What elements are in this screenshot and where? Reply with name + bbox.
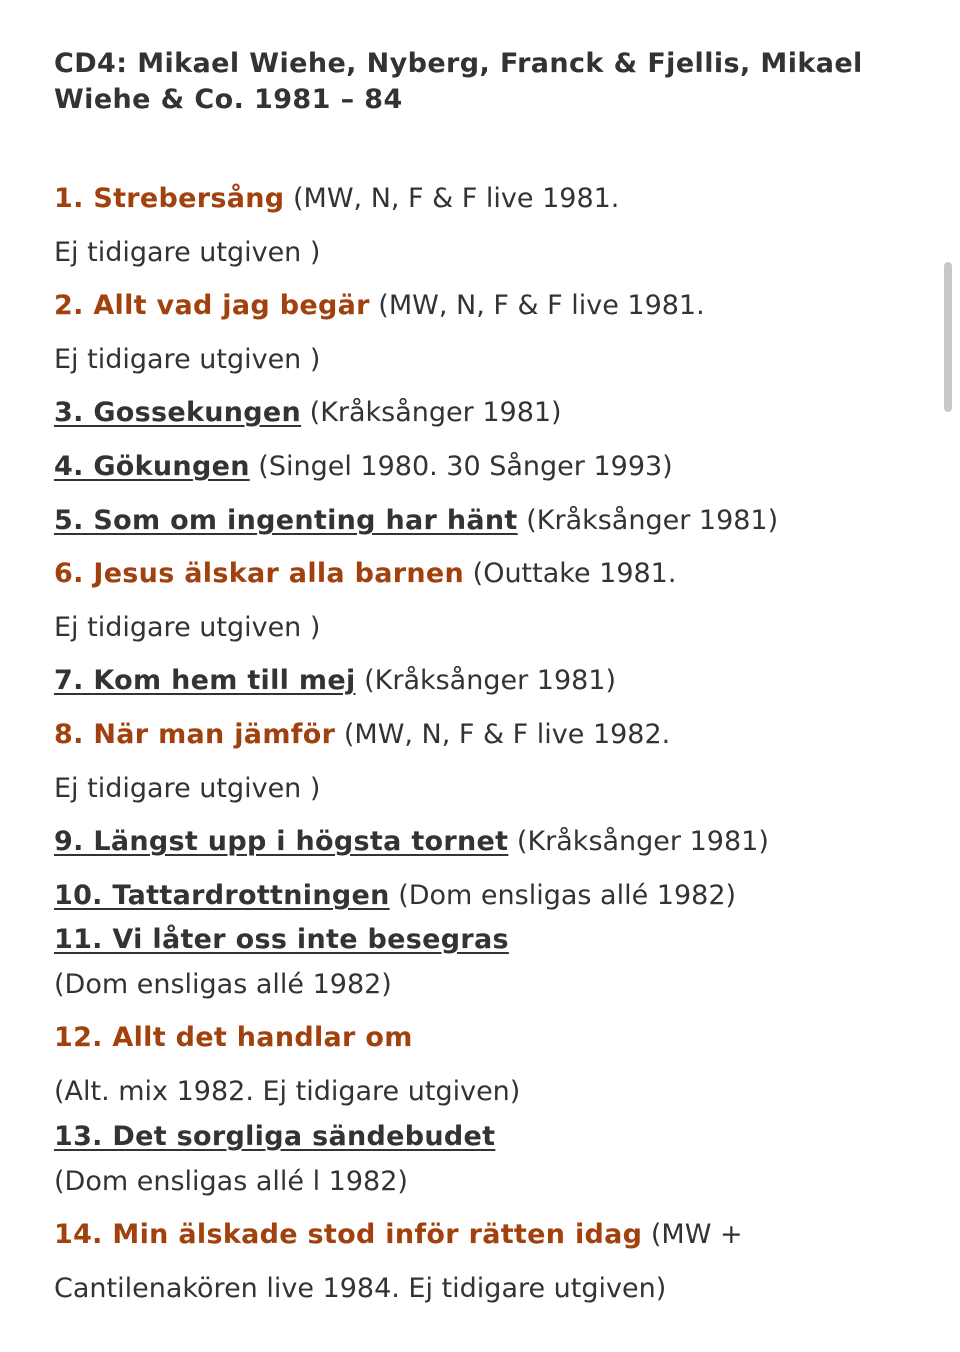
track-1-title: 1. Strebersång xyxy=(54,183,285,214)
cd-heading: CD4: Mikael Wiehe, Nyberg, Franck & Fjellis, Mikael Wiehe & Co. 1981 – 84 xyxy=(54,48,863,115)
track-14-note-cont: Cantilenakören live 1984. Ej tidigare utgiven) xyxy=(54,1273,667,1304)
track-11 xyxy=(54,922,509,958)
track-11-link[interactable]: 11. Vi låter oss inte besegras xyxy=(54,924,509,955)
track-3-link[interactable]: 3. Gossekungen xyxy=(54,397,302,428)
track-12-note: (Alt. mix 1982. Ej tidigare utgiven) xyxy=(54,1076,521,1107)
track-8-note: (MW, N, F & F live 1982. xyxy=(335,719,671,750)
track-1-note: (MW, N, F & F live 1981. xyxy=(284,183,620,214)
track-8-title: 8. När man jämför xyxy=(54,719,336,750)
track-10-link[interactable]: 10. Tattardrottningen xyxy=(54,880,390,911)
track-9-note: (Kråksånger 1981) xyxy=(508,826,769,857)
track-7-note: (Kråksånger 1981) xyxy=(355,665,617,696)
track-14 xyxy=(54,1217,743,1253)
track-14-title: 14. Min älskade stod inför rätten idag xyxy=(54,1219,643,1250)
track-10-note: (Dom ensligas allé 1982) xyxy=(389,880,737,911)
track-8-note-cont: Ej tidigare utgiven ) xyxy=(54,773,321,804)
track-5-link[interactable]: 5. Som om ingenting har hänt xyxy=(54,505,518,536)
track-13-note: (Dom ensligas allé l 1982) xyxy=(54,1166,408,1197)
track-7 xyxy=(54,663,616,699)
track-13-link[interactable]: 13. Det sorgliga sändebudet xyxy=(54,1121,496,1152)
track-6 xyxy=(54,556,676,592)
track-4-link[interactable]: 4. Gökungen xyxy=(54,451,250,482)
track-7-link[interactable]: 7. Kom hem till mej xyxy=(54,665,356,696)
track-6-title: 6. Jesus älskar alla barnen xyxy=(54,558,465,589)
track-6-note: (Outtake 1981. xyxy=(464,558,677,589)
track-13 xyxy=(54,1119,495,1155)
track-1-note-cont: Ej tidigare utgiven ) xyxy=(54,237,321,268)
track-9-link[interactable]: 9. Längst upp i högsta tornet xyxy=(54,826,509,857)
track-3 xyxy=(54,395,562,431)
track-12-title: 12. Allt det handlar om xyxy=(54,1022,413,1053)
track-5 xyxy=(54,503,778,539)
track-11-note: (Dom ensligas allé 1982) xyxy=(54,969,392,1000)
track-2-note: (MW, N, F & F live 1981. xyxy=(369,290,705,321)
track-2 xyxy=(54,288,705,324)
track-5-note: (Kråksånger 1981) xyxy=(517,505,779,536)
track-9 xyxy=(54,824,769,860)
track-10 xyxy=(54,878,736,914)
track-8 xyxy=(54,717,670,753)
vertical-scrollbar[interactable] xyxy=(944,262,952,412)
track-12 xyxy=(54,1020,413,1056)
track-2-note-cont: Ej tidigare utgiven ) xyxy=(54,344,321,375)
track-4 xyxy=(54,449,673,485)
track-14-note: (MW + xyxy=(642,1219,743,1250)
track-1 xyxy=(54,181,619,217)
track-4-note: (Singel 1980. 30 Sånger 1993) xyxy=(249,451,673,482)
track-3-note: (Kråksånger 1981) xyxy=(301,397,562,428)
track-6-note-cont: Ej tidigare utgiven ) xyxy=(54,612,321,643)
track-2-title: 2. Allt vad jag begär xyxy=(54,290,370,321)
